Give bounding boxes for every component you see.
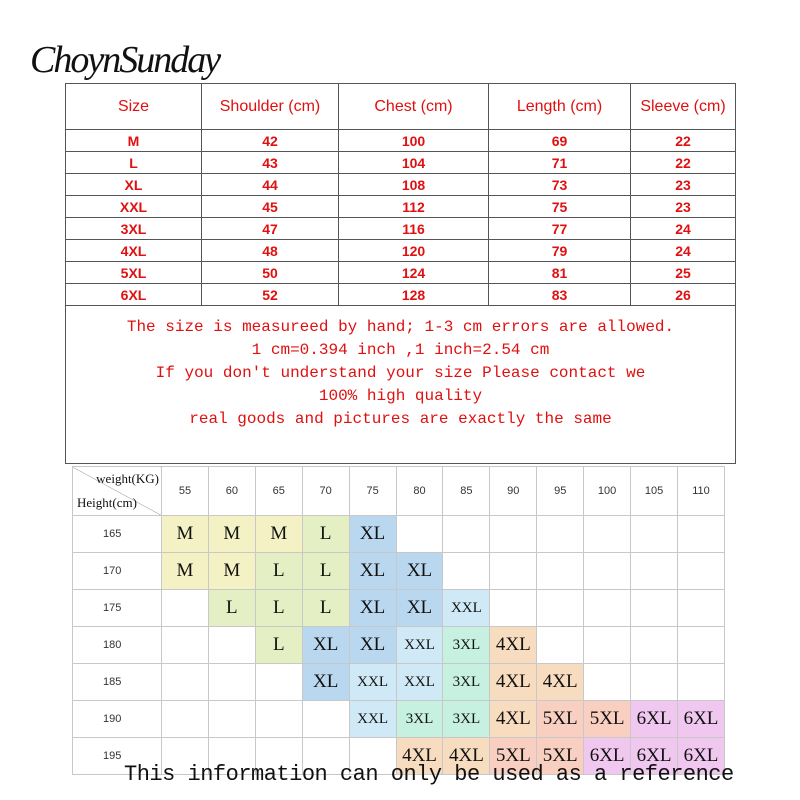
size-recommendation-cell: 4XL (490, 627, 537, 664)
size-recommendation-cell: XL (302, 664, 349, 701)
size-recommendation-cell: L (208, 590, 255, 627)
size-cell: 23 (631, 174, 736, 196)
height-header: 185 (73, 664, 162, 701)
size-cell: 45 (202, 196, 339, 218)
size-cell: 24 (631, 240, 736, 262)
size-recommendation-cell: L (302, 590, 349, 627)
size-recommendation-cell (584, 664, 631, 701)
size-recommendation-cell (677, 516, 724, 553)
note-line: If you don't understand your size Please contact we (155, 364, 646, 382)
size-recommendation-cell: 5XL (490, 738, 537, 775)
size-recommendation-cell: L (255, 553, 302, 590)
size-cell: 47 (202, 218, 339, 240)
weight-header: 80 (396, 467, 443, 516)
size-recommendation-cell: L (302, 516, 349, 553)
size-row (66, 218, 736, 240)
size-recommendation-cell (631, 664, 678, 701)
size-cell: 124 (339, 262, 489, 284)
header-chest: Chest (cm) (339, 84, 489, 130)
size-recommendation-cell (443, 553, 490, 590)
size-row (66, 262, 736, 284)
size-cell: 25 (631, 262, 736, 284)
size-recommendation-cell: M (255, 516, 302, 553)
size-row (66, 130, 736, 152)
note-line: 1 cm=0.394 inch ,1 inch=2.54 cm (251, 341, 550, 359)
size-recommendation-cell: XXL (443, 590, 490, 627)
size-recommendation-cell: XXL (349, 664, 396, 701)
size-cell: 6XL (66, 284, 202, 306)
size-recommendation-cell: 6XL (631, 738, 678, 775)
weight-header: 90 (490, 467, 537, 516)
height-header: 195 (73, 738, 162, 775)
size-recommendation-cell: 5XL (537, 738, 584, 775)
size-recommendation-cell (255, 701, 302, 738)
size-row (66, 174, 736, 196)
size-recommendation-cell: 4XL (396, 738, 443, 775)
note-line: The size is measureed by hand; 1-3 cm errors are allowed. (126, 318, 675, 336)
size-recommendation-cell: M (208, 516, 255, 553)
note-line: real goods and pictures are exactly the same (189, 410, 612, 428)
size-recommendation-cell (631, 553, 678, 590)
note-line: 100% high quality (318, 387, 483, 405)
size-recommendation-cell (537, 590, 584, 627)
size-recommendation-cell (162, 701, 209, 738)
size-recommendation-cell: 3XL (396, 701, 443, 738)
size-recommendation-cell: 6XL (677, 738, 724, 775)
weight-header: 60 (208, 467, 255, 516)
size-cell: 79 (489, 240, 631, 262)
size-cell: XXL (66, 196, 202, 218)
weight-axis-label: weight(KG) (96, 471, 159, 486)
size-recommendation-cell (677, 590, 724, 627)
size-recommendation-cell: 5XL (584, 701, 631, 738)
size-cell: 44 (202, 174, 339, 196)
size-cell: 23 (631, 196, 736, 218)
size-cell: XL (66, 174, 202, 196)
size-recommendation-cell (396, 516, 443, 553)
size-recommendation-cell: XL (349, 516, 396, 553)
size-recommendation-cell (208, 664, 255, 701)
height-axis-label: Height(cm) (77, 495, 137, 510)
size-cell: 75 (489, 196, 631, 218)
size-recommendation-cell: L (255, 627, 302, 664)
size-recommendation-cell (631, 590, 678, 627)
size-recommendation-cell: M (162, 516, 209, 553)
size-recommendation-cell: M (162, 553, 209, 590)
size-recommendation-cell (537, 553, 584, 590)
size-recommendation-cell: XL (349, 627, 396, 664)
size-cell: 104 (339, 152, 489, 174)
weight-header: 100 (584, 467, 631, 516)
size-recommendation-cell (208, 627, 255, 664)
size-cell: 100 (339, 130, 489, 152)
size-cell: 116 (339, 218, 489, 240)
size-cell: 4XL (66, 240, 202, 262)
size-cell: 42 (202, 130, 339, 152)
size-recommendation-cell (162, 627, 209, 664)
size-recommendation-cell: XL (396, 553, 443, 590)
size-cell: 81 (489, 262, 631, 284)
weight-header: 105 (631, 467, 678, 516)
header-shoulder: Shoulder (cm) (202, 84, 339, 130)
size-cell: 112 (339, 196, 489, 218)
size-recommendation-cell: 4XL (490, 701, 537, 738)
size-recommendation-cell (584, 516, 631, 553)
size-recommendation-cell (490, 553, 537, 590)
size-cell: 73 (489, 174, 631, 196)
size-recommendation-cell (631, 516, 678, 553)
size-recommendation-cell: 4XL (490, 664, 537, 701)
size-recommendation-cell: XXL (396, 664, 443, 701)
size-cell: M (66, 130, 202, 152)
size-recommendation-cell (677, 627, 724, 664)
height-header: 180 (73, 627, 162, 664)
size-cell: 108 (339, 174, 489, 196)
weight-header-row (73, 467, 725, 516)
size-cell: 52 (202, 284, 339, 306)
notes-row (66, 306, 736, 464)
size-cell: 83 (489, 284, 631, 306)
size-recommendation-cell: 3XL (443, 664, 490, 701)
size-row (66, 196, 736, 218)
weight-header: 95 (537, 467, 584, 516)
size-table (65, 83, 736, 464)
brand-logo: ChoynSunday (30, 39, 220, 81)
size-cell: 71 (489, 152, 631, 174)
size-recommendation-cell: 3XL (443, 627, 490, 664)
height-row (73, 664, 725, 701)
height-row (73, 627, 725, 664)
size-recommendation-cell: L (302, 553, 349, 590)
size-recommendation-cell: XL (349, 590, 396, 627)
height-header: 170 (73, 553, 162, 590)
size-cell: 50 (202, 262, 339, 284)
size-recommendation-cell (302, 701, 349, 738)
size-cell: 77 (489, 218, 631, 240)
size-recommendation-cell (584, 590, 631, 627)
size-recommendation-cell: 6XL (584, 738, 631, 775)
weight-header: 110 (677, 467, 724, 516)
size-cell: 120 (339, 240, 489, 262)
height-row (73, 701, 725, 738)
weight-header: 65 (255, 467, 302, 516)
size-recommendation-cell: 5XL (537, 701, 584, 738)
size-recommendation-cell: 4XL (443, 738, 490, 775)
header-length: Length (cm) (489, 84, 631, 130)
size-cell: 43 (202, 152, 339, 174)
size-recommendation-cell (208, 701, 255, 738)
size-recommendation-cell (162, 590, 209, 627)
size-cell: 22 (631, 152, 736, 174)
height-row (73, 516, 725, 553)
weight-header: 85 (443, 467, 490, 516)
size-recommendation-cell (631, 627, 678, 664)
weight-header: 70 (302, 467, 349, 516)
size-recommendation-cell: 4XL (537, 664, 584, 701)
weight-header: 55 (162, 467, 209, 516)
size-recommendation-cell: L (255, 590, 302, 627)
size-row (66, 284, 736, 306)
size-recommendation-cell: M (208, 553, 255, 590)
size-cell: 26 (631, 284, 736, 306)
size-cell: 128 (339, 284, 489, 306)
size-cell: 24 (631, 218, 736, 240)
size-recommendation-cell (537, 627, 584, 664)
reference-note: This information can only be used as a reference (124, 762, 734, 787)
height-header: 175 (73, 590, 162, 627)
size-recommendation-cell: XL (396, 590, 443, 627)
height-header: 165 (73, 516, 162, 553)
size-recommendation-cell (443, 516, 490, 553)
header-sleeve: Sleeve (cm) (631, 84, 736, 130)
size-row (66, 152, 736, 174)
size-cell: 3XL (66, 218, 202, 240)
size-recommendation-cell: 3XL (443, 701, 490, 738)
height-row (73, 553, 725, 590)
weight-header: 75 (349, 467, 396, 516)
measurement-notes (66, 306, 736, 464)
size-recommendation-cell: XL (302, 627, 349, 664)
size-recommendation-cell: XXL (349, 701, 396, 738)
size-cell: L (66, 152, 202, 174)
header-size: Size (66, 84, 202, 130)
height-header: 190 (73, 701, 162, 738)
size-recommendation-cell (537, 516, 584, 553)
size-row (66, 240, 736, 262)
size-recommendation-cell: XXL (396, 627, 443, 664)
weight-height-grid (72, 466, 725, 775)
size-recommendation-cell (584, 553, 631, 590)
size-recommendation-cell (490, 516, 537, 553)
size-table-header-row (66, 84, 736, 130)
size-recommendation-cell: 6XL (677, 701, 724, 738)
height-row (73, 590, 725, 627)
size-recommendation-cell (490, 590, 537, 627)
grid-corner (73, 467, 162, 516)
size-recommendation-cell: 6XL (631, 701, 678, 738)
size-recommendation-cell (677, 553, 724, 590)
size-recommendation-cell (677, 664, 724, 701)
size-recommendation-cell (162, 664, 209, 701)
size-recommendation-cell: XL (349, 553, 396, 590)
size-cell: 5XL (66, 262, 202, 284)
size-cell: 48 (202, 240, 339, 262)
size-recommendation-cell (255, 664, 302, 701)
size-recommendation-cell (584, 627, 631, 664)
size-cell: 69 (489, 130, 631, 152)
size-cell: 22 (631, 130, 736, 152)
